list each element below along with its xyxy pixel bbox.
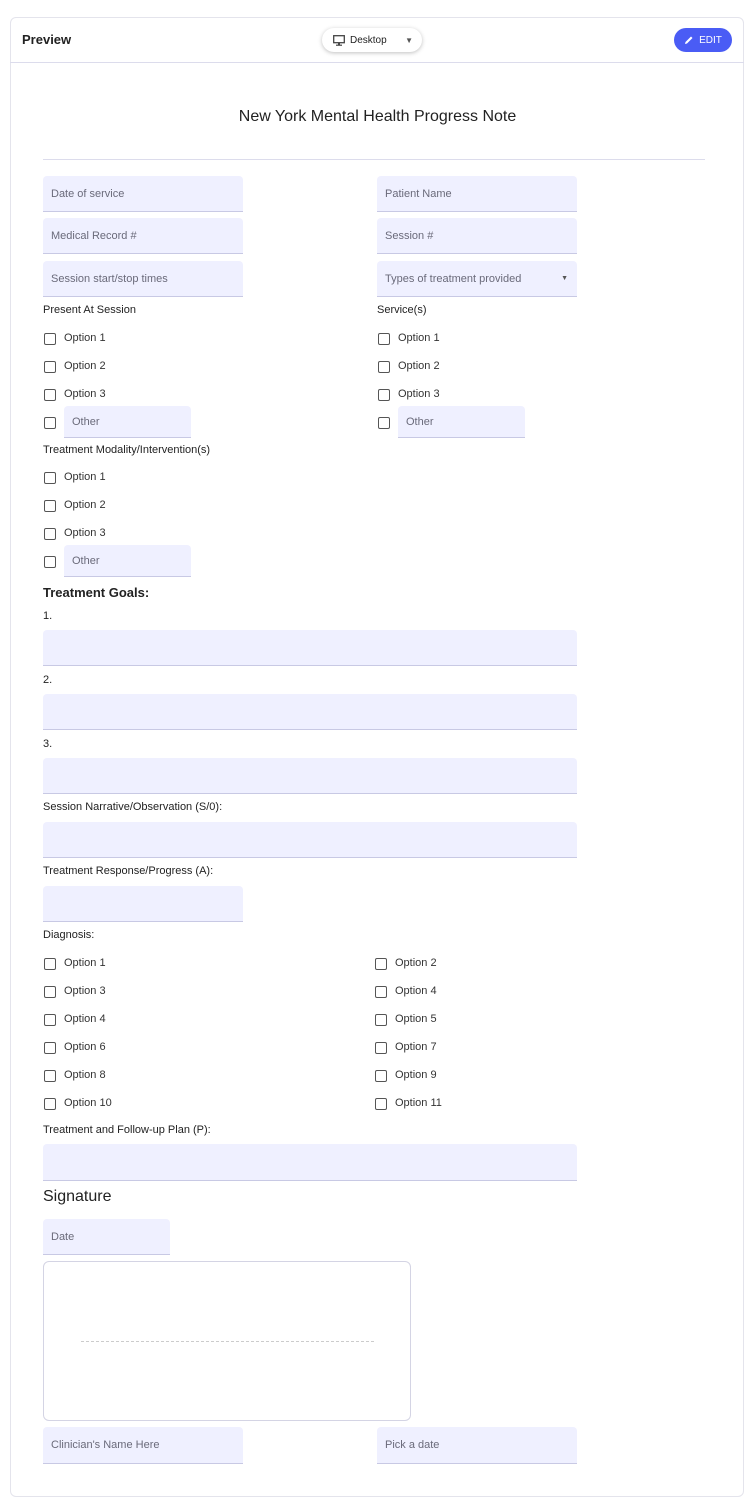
diagnosis-option-label: Option 2 bbox=[395, 957, 437, 969]
service-option-2-label: Option 2 bbox=[398, 360, 440, 372]
diagnosis-option-label: Option 4 bbox=[64, 1013, 106, 1025]
diagnosis-option-label: Option 4 bbox=[395, 985, 437, 997]
present-other-input[interactable]: Other bbox=[64, 406, 191, 438]
goals-heading: Treatment Goals: bbox=[43, 585, 150, 600]
diagnosis-checkbox[interactable] bbox=[44, 986, 56, 998]
diagnosis-checkbox[interactable] bbox=[375, 1042, 387, 1054]
service-option-3-label: Option 3 bbox=[398, 388, 440, 400]
medical-record-input[interactable]: Medical Record # bbox=[43, 218, 243, 254]
goal-2-input[interactable] bbox=[43, 694, 577, 730]
service-option-1-label: Option 1 bbox=[398, 332, 440, 344]
date-of-service-input[interactable]: Date of service bbox=[43, 176, 243, 212]
diagnosis-label: Diagnosis: bbox=[43, 929, 95, 941]
diagnosis-option-label: Option 3 bbox=[64, 985, 106, 997]
divider bbox=[43, 159, 705, 160]
form-title: New York Mental Health Progress Note bbox=[238, 108, 517, 125]
diagnosis-option-label: Option 7 bbox=[395, 1041, 437, 1053]
pick-date-input[interactable]: Pick a date bbox=[377, 1427, 577, 1464]
treatment-types-select[interactable] bbox=[377, 261, 577, 297]
present-option-1-checkbox[interactable] bbox=[44, 333, 56, 345]
diagnosis-checkbox[interactable] bbox=[44, 1042, 56, 1054]
diagnosis-checkbox[interactable] bbox=[375, 986, 387, 998]
diagnosis-checkbox[interactable] bbox=[375, 958, 387, 970]
session-times-input[interactable]: Session start/stop times bbox=[43, 261, 243, 297]
services-label: Service(s) bbox=[377, 304, 427, 316]
service-other-input[interactable]: Other bbox=[398, 406, 525, 438]
diagnosis-checkbox[interactable] bbox=[44, 1098, 56, 1110]
modality-option-3-label: Option 3 bbox=[64, 527, 106, 539]
present-option-3-checkbox[interactable] bbox=[44, 389, 56, 401]
diagnosis-option-label: Option 11 bbox=[395, 1097, 442, 1109]
modality-option-2-checkbox[interactable] bbox=[44, 500, 56, 512]
goal-1-label: 1. bbox=[43, 610, 53, 622]
diagnosis-option-label: Option 5 bbox=[395, 1013, 437, 1025]
device-label: Desktop bbox=[350, 34, 387, 46]
pencil-icon bbox=[684, 35, 694, 45]
present-option-2-checkbox[interactable] bbox=[44, 361, 56, 373]
diagnosis-option-label: Option 8 bbox=[64, 1069, 106, 1081]
goal-3-label: 3. bbox=[43, 738, 53, 750]
clinician-name-input[interactable]: Clinician's Name Here bbox=[43, 1427, 243, 1464]
signature-date-input[interactable]: Date bbox=[43, 1219, 170, 1255]
narrative-input[interactable] bbox=[43, 822, 577, 858]
modality-label: Treatment Modality/Intervention(s) bbox=[43, 444, 211, 456]
edit-label: EDIT bbox=[699, 34, 722, 46]
edit-button[interactable] bbox=[674, 28, 732, 52]
modality-option-3-checkbox[interactable] bbox=[44, 528, 56, 540]
signature-heading: Signature bbox=[43, 1188, 112, 1205]
goal-3-input[interactable] bbox=[43, 758, 577, 794]
present-option-2-label: Option 2 bbox=[64, 360, 106, 372]
response-input[interactable] bbox=[43, 886, 243, 922]
diagnosis-checkbox[interactable] bbox=[375, 1014, 387, 1026]
diagnosis-option-label: Option 10 bbox=[64, 1097, 112, 1109]
present-label: Present At Session bbox=[43, 304, 136, 316]
modality-other-checkbox[interactable] bbox=[44, 556, 56, 568]
treatment-types-placeholder: Types of treatment provided bbox=[385, 272, 522, 285]
diagnosis-checkbox[interactable] bbox=[375, 1070, 387, 1082]
response-label: Treatment Response/Progress (A): bbox=[43, 865, 214, 877]
present-option-1-label: Option 1 bbox=[64, 332, 106, 344]
signature-pad[interactable] bbox=[43, 1261, 411, 1421]
diagnosis-option-label: Option 9 bbox=[395, 1069, 437, 1081]
modality-option-1-checkbox[interactable] bbox=[44, 472, 56, 484]
diagnosis-checkbox[interactable] bbox=[44, 958, 56, 970]
diagnosis-checkbox[interactable] bbox=[375, 1098, 387, 1110]
present-option-3-label: Option 3 bbox=[64, 388, 106, 400]
plan-input[interactable] bbox=[43, 1144, 577, 1181]
diagnosis-option-label: Option 1 bbox=[64, 957, 106, 969]
diagnosis-checkbox[interactable] bbox=[44, 1014, 56, 1026]
modality-option-1-label: Option 1 bbox=[64, 471, 106, 483]
goal-1-input[interactable] bbox=[43, 630, 577, 666]
present-other-checkbox[interactable] bbox=[44, 417, 56, 429]
desktop-icon bbox=[333, 35, 345, 46]
diagnosis-option-label: Option 6 bbox=[64, 1041, 106, 1053]
goal-2-label: 2. bbox=[43, 674, 53, 686]
service-other-checkbox[interactable] bbox=[378, 417, 390, 429]
plan-label: Treatment and Follow-up Plan (P): bbox=[43, 1124, 211, 1136]
modality-other-input[interactable]: Other bbox=[64, 545, 191, 577]
signature-line bbox=[81, 1341, 374, 1342]
service-option-1-checkbox[interactable] bbox=[378, 333, 390, 345]
device-selector[interactable] bbox=[322, 28, 422, 52]
preview-title: Preview bbox=[22, 32, 72, 47]
service-option-2-checkbox[interactable] bbox=[378, 361, 390, 373]
service-option-3-checkbox[interactable] bbox=[378, 389, 390, 401]
modality-option-2-label: Option 2 bbox=[64, 499, 106, 511]
narrative-label: Session Narrative/Observation (S/0): bbox=[43, 801, 223, 813]
chevron-down-icon: ▼ bbox=[405, 35, 413, 45]
session-number-input[interactable]: Session # bbox=[377, 218, 577, 254]
diagnosis-checkbox[interactable] bbox=[44, 1070, 56, 1082]
chevron-down-icon: ▼ bbox=[561, 275, 568, 282]
patient-name-input[interactable]: Patient Name bbox=[377, 176, 577, 212]
